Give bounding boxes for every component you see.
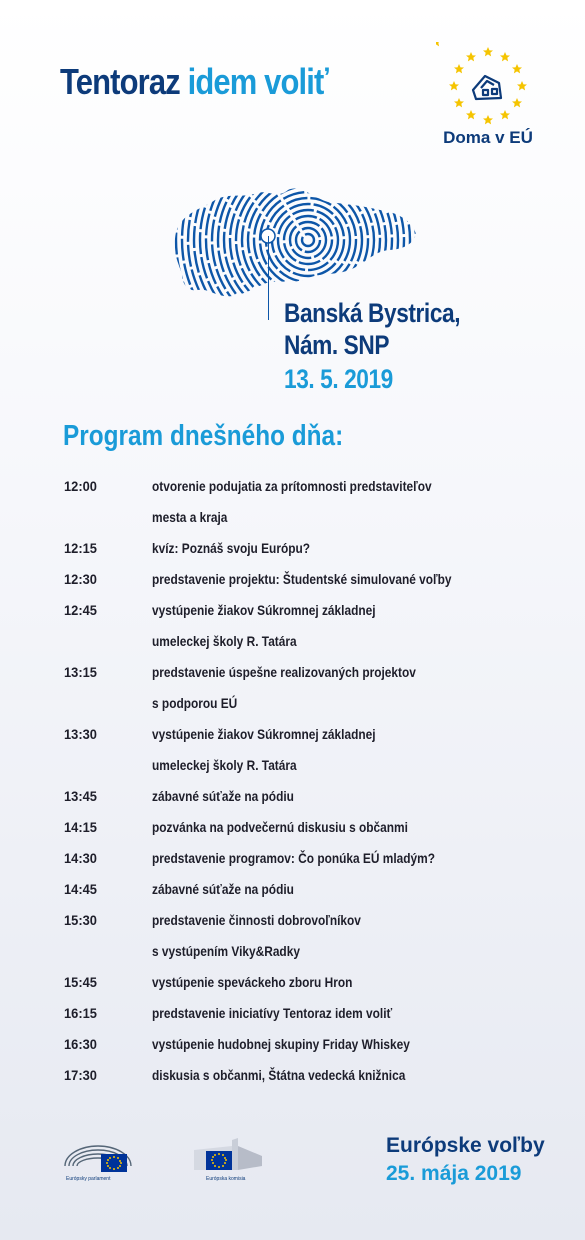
title-part-1: Tentoraz (60, 61, 180, 102)
schedule-activity-line: zábavné súťaže na pódiu (152, 881, 294, 897)
schedule-activity (152, 600, 415, 662)
ep-label: Európsky parlament (66, 1176, 111, 1182)
schedule-activity-line: s vystúpením Viky&Radky (152, 943, 300, 959)
schedule-activity (152, 662, 462, 724)
schedule-activity-line: diskusia s občanmi, Štátna vedecká knižnica (152, 1067, 406, 1083)
location-city: Banská Bystrica, (284, 298, 461, 328)
title-part-2: idem voliť (187, 61, 329, 102)
map-pin-line (268, 236, 269, 320)
schedule-time: 12:15 (64, 540, 97, 556)
schedule-activity-line: kvíz: Poznáš svoju Európu? (152, 540, 311, 556)
event-date: 13. 5. 2019 (284, 364, 393, 394)
schedule-activity-line: vystúpenie žiakov Súkromnej základnej (152, 726, 376, 742)
schedule-activity (152, 972, 388, 1003)
schedule-activity (152, 476, 481, 538)
schedule-time: 17:30 (64, 1067, 97, 1083)
schedule-time: 15:45 (64, 974, 97, 990)
schedule-activity-line: mesta a kraja (152, 509, 228, 525)
schedule-activity (152, 538, 338, 569)
schedule-time: 13:30 (64, 726, 97, 742)
schedule-time: 12:00 (64, 478, 97, 494)
logo-label: Doma v EÚ (443, 128, 533, 147)
schedule-row (64, 910, 544, 972)
schedule-activity (152, 569, 504, 600)
election-date: 25. mája 2019 (386, 1162, 522, 1185)
schedule-activity-line: vystúpenie žiakov Súkromnej základnej (152, 602, 376, 618)
schedule-time: 15:30 (64, 912, 97, 928)
schedule-activity-line: vystúpenie hudobnej skupiny Friday Whiskey (152, 1036, 410, 1052)
schedule-row (64, 569, 544, 600)
schedule-time: 16:15 (64, 1005, 97, 1021)
schedule-activity-line: predstavenie projektu: Študentské simulované voľby (152, 571, 452, 587)
schedule-row (64, 538, 544, 569)
schedule-activity-line: otvorenie podujatia za prítomnosti predstaviteľov (152, 478, 432, 494)
schedule-time: 12:45 (64, 602, 97, 618)
schedule-activity (152, 786, 319, 817)
schedule-activity (152, 848, 485, 879)
schedule-row (64, 1065, 544, 1096)
schedule-activity-line: umeleckej školy R. Tatára (152, 633, 297, 649)
schedule-activity (152, 1034, 455, 1065)
schedule-time: 14:30 (64, 850, 97, 866)
schedule-row (64, 600, 544, 662)
schedule-activity-line: vystúpenie speváckeho zboru Hron (152, 974, 353, 990)
schedule-time: 13:15 (64, 664, 97, 680)
schedule-row (64, 476, 544, 538)
location-place: Nám. SNP (284, 330, 390, 360)
schedule-time: 16:30 (64, 1036, 97, 1052)
schedule-activity (152, 910, 398, 972)
schedule-activity-line: predstavenie činnosti dobrovoľníkov (152, 912, 361, 928)
schedule-activity-line: predstavenie programov: Čo ponúka EÚ mladým? (152, 850, 436, 866)
schedule-row (64, 1003, 544, 1034)
schedule-activity-line: predstavenie úspešne realizovaných projektov (152, 664, 416, 680)
page-title (60, 61, 329, 102)
schedule-activity (152, 1065, 450, 1096)
schedule-activity-line: predstavenie iniciatívy Tentoraz idem voliť (152, 1005, 393, 1021)
schedule-row (64, 1034, 544, 1065)
schedule-row (64, 817, 544, 848)
schedule-activity (152, 1003, 435, 1034)
schedule-activity (152, 817, 453, 848)
schedule-activity-line: zábavné súťaže na pódiu (152, 788, 294, 804)
schedule-activity-line: umeleckej školy R. Tatára (152, 757, 297, 773)
schedule-time: 12:30 (64, 571, 97, 587)
schedule-row (64, 879, 544, 910)
schedule-time: 14:45 (64, 881, 97, 897)
schedule-row (64, 662, 544, 724)
schedule-activity (152, 724, 415, 786)
ec-label: Európska komisia (206, 1176, 246, 1182)
schedule-time: 13:45 (64, 788, 97, 804)
schedule-activity-line: s podporou EÚ (152, 695, 238, 711)
schedule-activity (152, 879, 319, 910)
election-title: Európske voľby (386, 1134, 545, 1157)
schedule-row (64, 724, 544, 786)
program-schedule (64, 476, 544, 1096)
schedule-row (64, 848, 544, 879)
schedule-row (64, 972, 544, 1003)
schedule-time: 14:15 (64, 819, 97, 835)
program-heading: Program dnešného dňa: (63, 420, 344, 452)
schedule-row (64, 786, 544, 817)
schedule-activity-line: pozvánka na podvečernú diskusiu s občanmi (152, 819, 408, 835)
